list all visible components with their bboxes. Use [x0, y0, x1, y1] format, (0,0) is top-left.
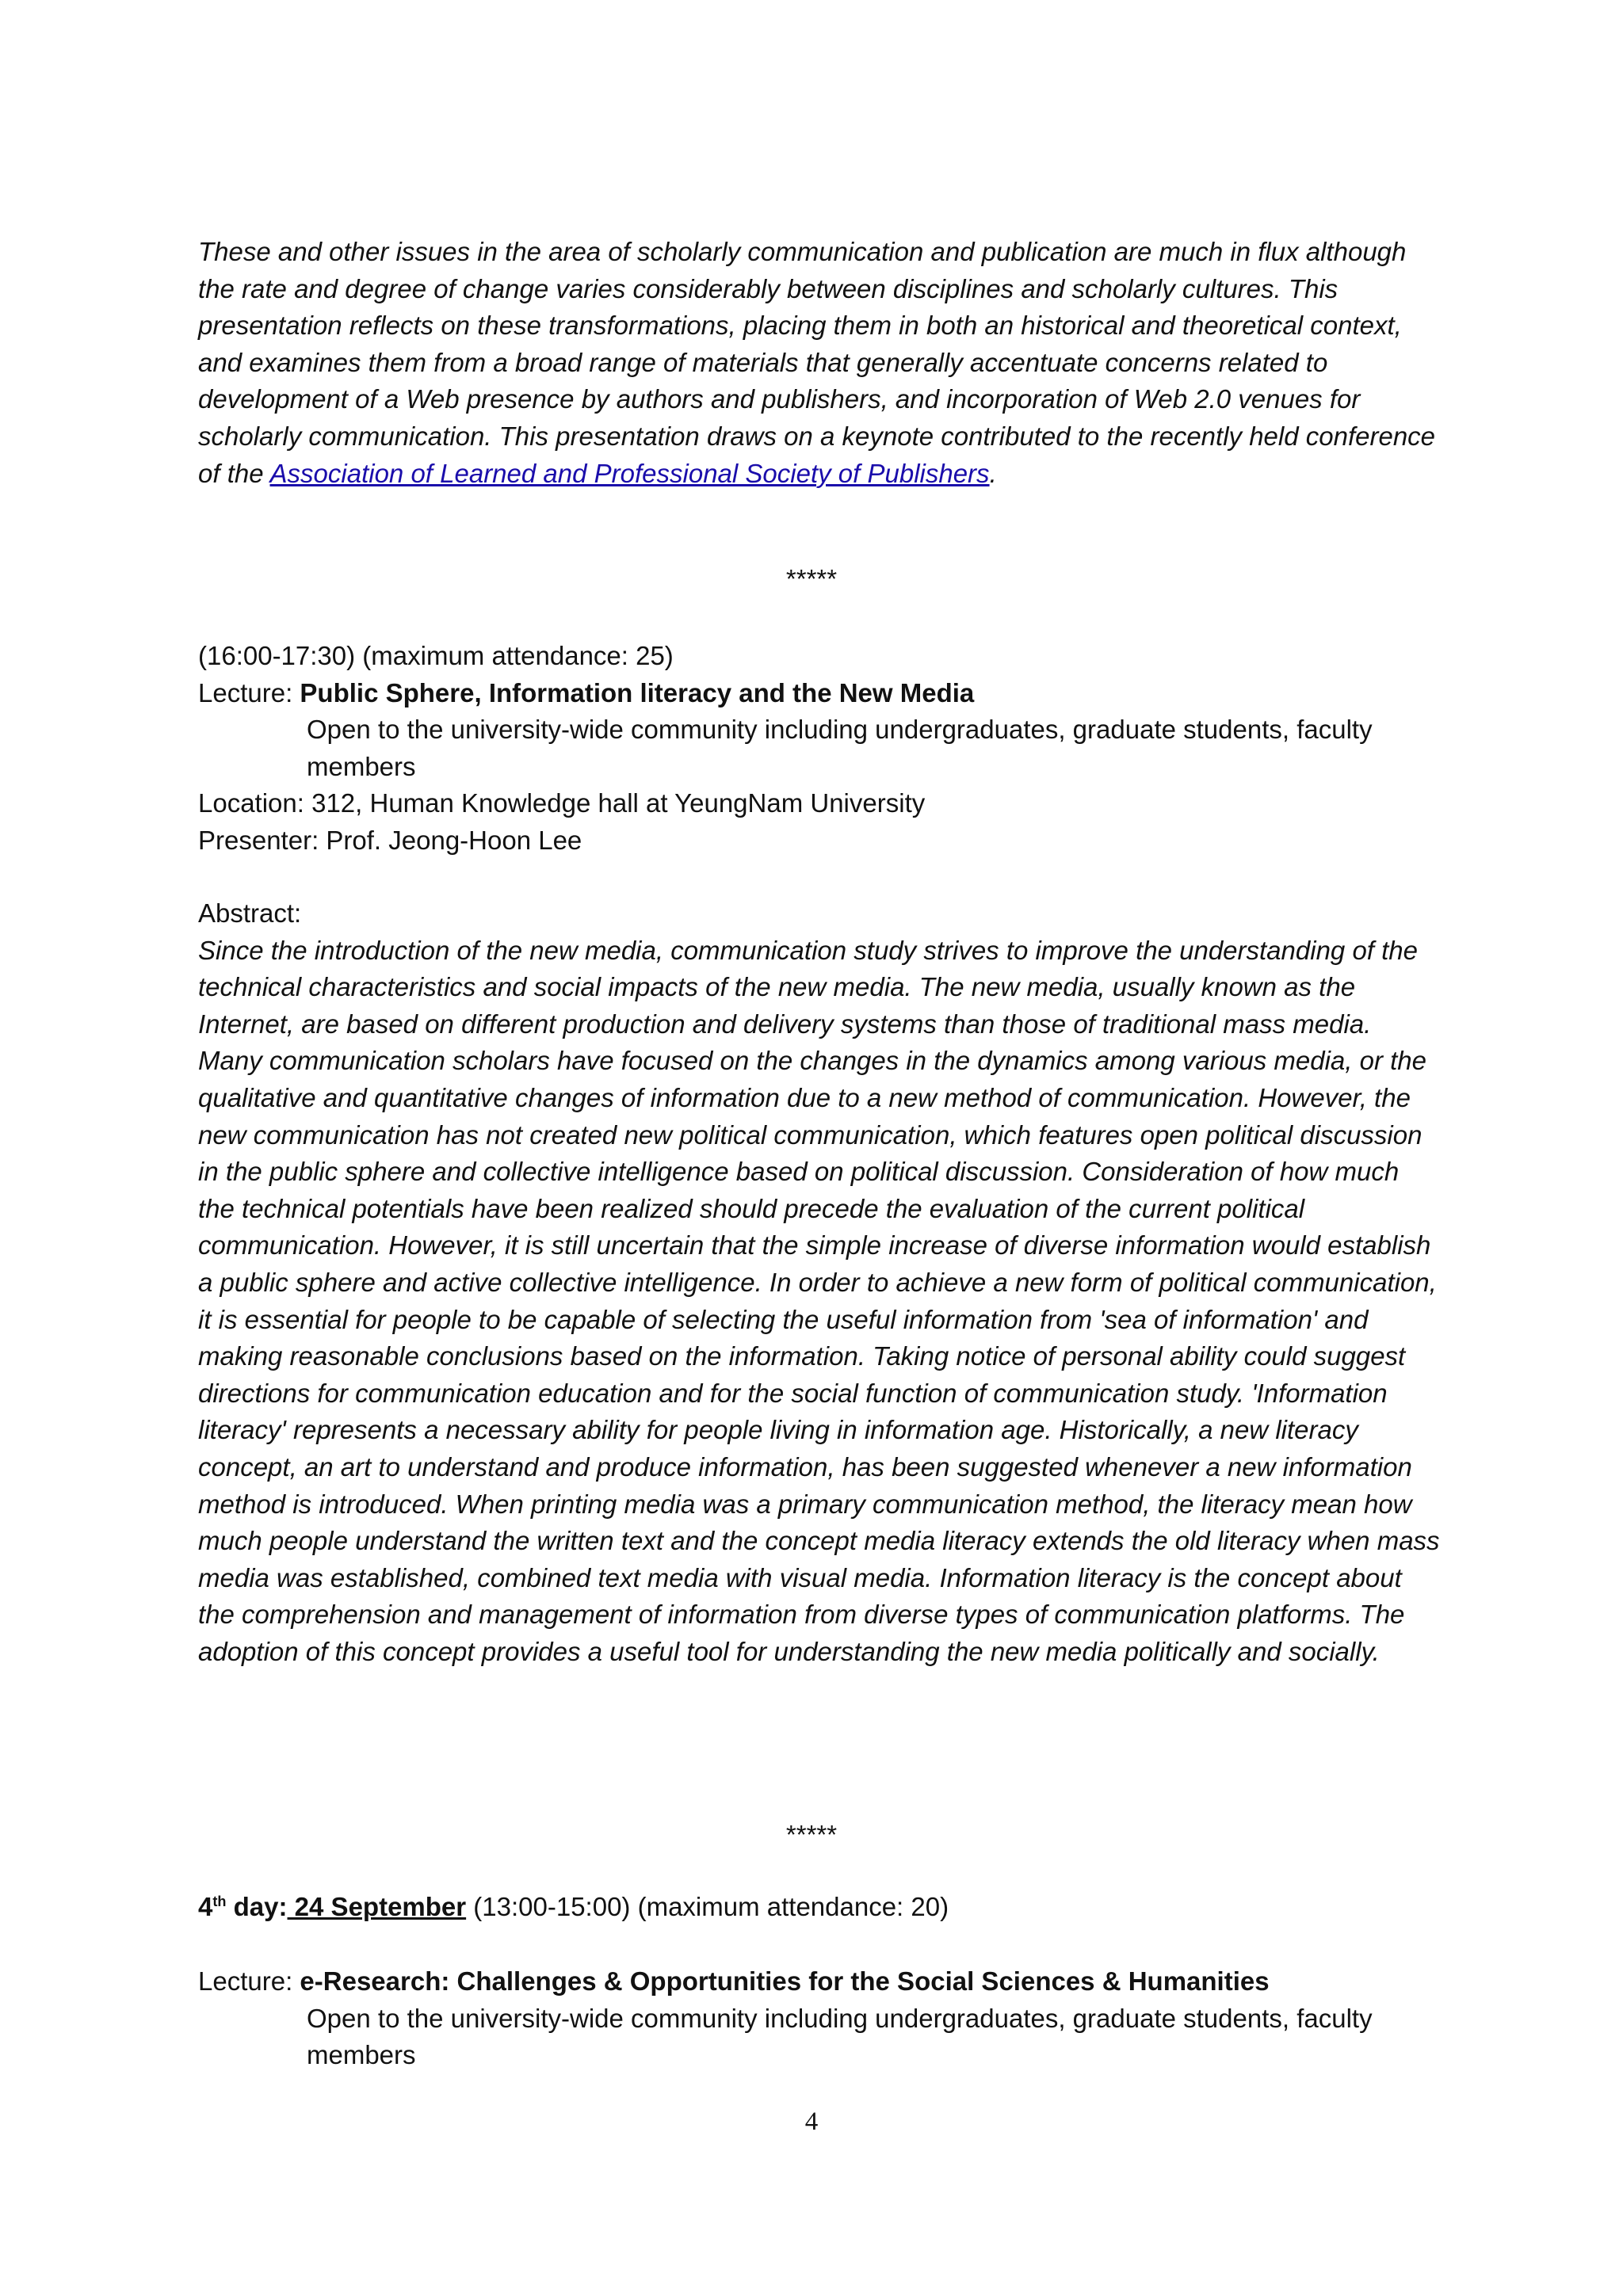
intro-text: These and other issues in the area of scholarly communication and publication are much in flux although the rate and degree of change varies considerably between disciplines and scholarly cultures. This presentation reflects on these transformations, placing them in both an historical and theoretical context, and examines them from a broad range of materials that generally accentuate concerns related to development of a Web presence by authors and publishers, and incorporation of Web 2.0 venues for scholarly communication. This presentation draws on a keynote contributed to the recently held conference of the — [198, 237, 1436, 488]
page-number: 4 — [804, 2107, 819, 2136]
day-word: day: — [226, 1892, 288, 1921]
intro-paragraph — [198, 234, 1442, 492]
session-location: Location: 312, Human Knowledge hall at YeungNam University — [198, 788, 926, 818]
session-audience: Open to the university-wide community including undergraduates, graduate students, faculty members — [307, 715, 1373, 781]
session-1 — [198, 638, 1442, 860]
session-presenter: Presenter: Prof. Jeong-Hoon Lee — [198, 825, 582, 855]
abstract — [198, 895, 1442, 1670]
session-audience: Open to the university-wide community including undergraduates, graduate students, faculty members — [307, 2003, 1373, 2070]
lecture-prefix: Lecture: — [198, 677, 300, 707]
day-date: 24 September — [287, 1892, 467, 1921]
day-time: (13:00-15:00) (maximum attendance: 20) — [466, 1892, 949, 1921]
session-lecture — [198, 675, 1442, 712]
section-separator: ***** — [785, 564, 838, 593]
lecture-prefix: Lecture: — [198, 1966, 300, 1996]
day-heading — [198, 1889, 1442, 1926]
session-2 — [198, 1963, 1442, 2074]
lecture-title: Public Sphere, Information literacy and the New Media — [300, 677, 975, 707]
lecture-title: e-Research: Challenges & Opportunities for the Social Sciences & Humanities — [300, 1966, 1270, 1996]
alpsp-link[interactable]: Association of Learned and Professional Society of Publishers — [269, 458, 990, 488]
day-number: 4 — [198, 1892, 213, 1921]
abstract-text: Since the introduction of the new media, communication study strives to improve the understanding of the technical characteristics and social impacts of the new media. The new media, usually known as the Internet, are based on different production and delivery systems than those of traditional mass media. Many communication scholars have focused on the changes in the dynamics among various media, or the qualitative and quantitative changes of information due to a new method of communication. However, the new communication has not created new political communication, which features open political discussion in the public sphere and collective intelligence based on political discussion. Consideration of how much the technical potentials have been realized should precede the evaluation of the current political communication. However, it is still uncertain that the simple increase of diverse information would establish a public sphere and active collective intelligence. In order to achieve a new form of political communication, it is essential for people to be capable of selecting the useful information from 'sea of information' and making reasonable conclusions based on the information. Taking notice of personal ability could suggest directions for communication education and for the social function of communication study. 'Information literacy' represents a necessary ability for people living in information age. Historically, a new literacy concept, an art to understand and produce information, has been suggested whenever a new information method is introduced. When printing media was a primary communication method, the literacy mean how much people understand the written text and the concept media literacy extends the old literacy when mass media was established, combined text media with visual media. Information literacy is the concept about the comprehension and management of information from diverse types of communication platforms. The adoption of this concept provides a useful tool for understanding the new media politically and socially. — [198, 935, 1440, 1666]
abstract-label: Abstract: — [198, 898, 302, 928]
section-separator: ***** — [785, 1820, 838, 1849]
session-time: (16:00-17:30) (maximum attendance: 25) — [198, 641, 674, 670]
day-suffix: th — [212, 1894, 227, 1909]
session-lecture — [198, 1963, 1442, 2000]
intro-text-end: . — [989, 458, 997, 488]
